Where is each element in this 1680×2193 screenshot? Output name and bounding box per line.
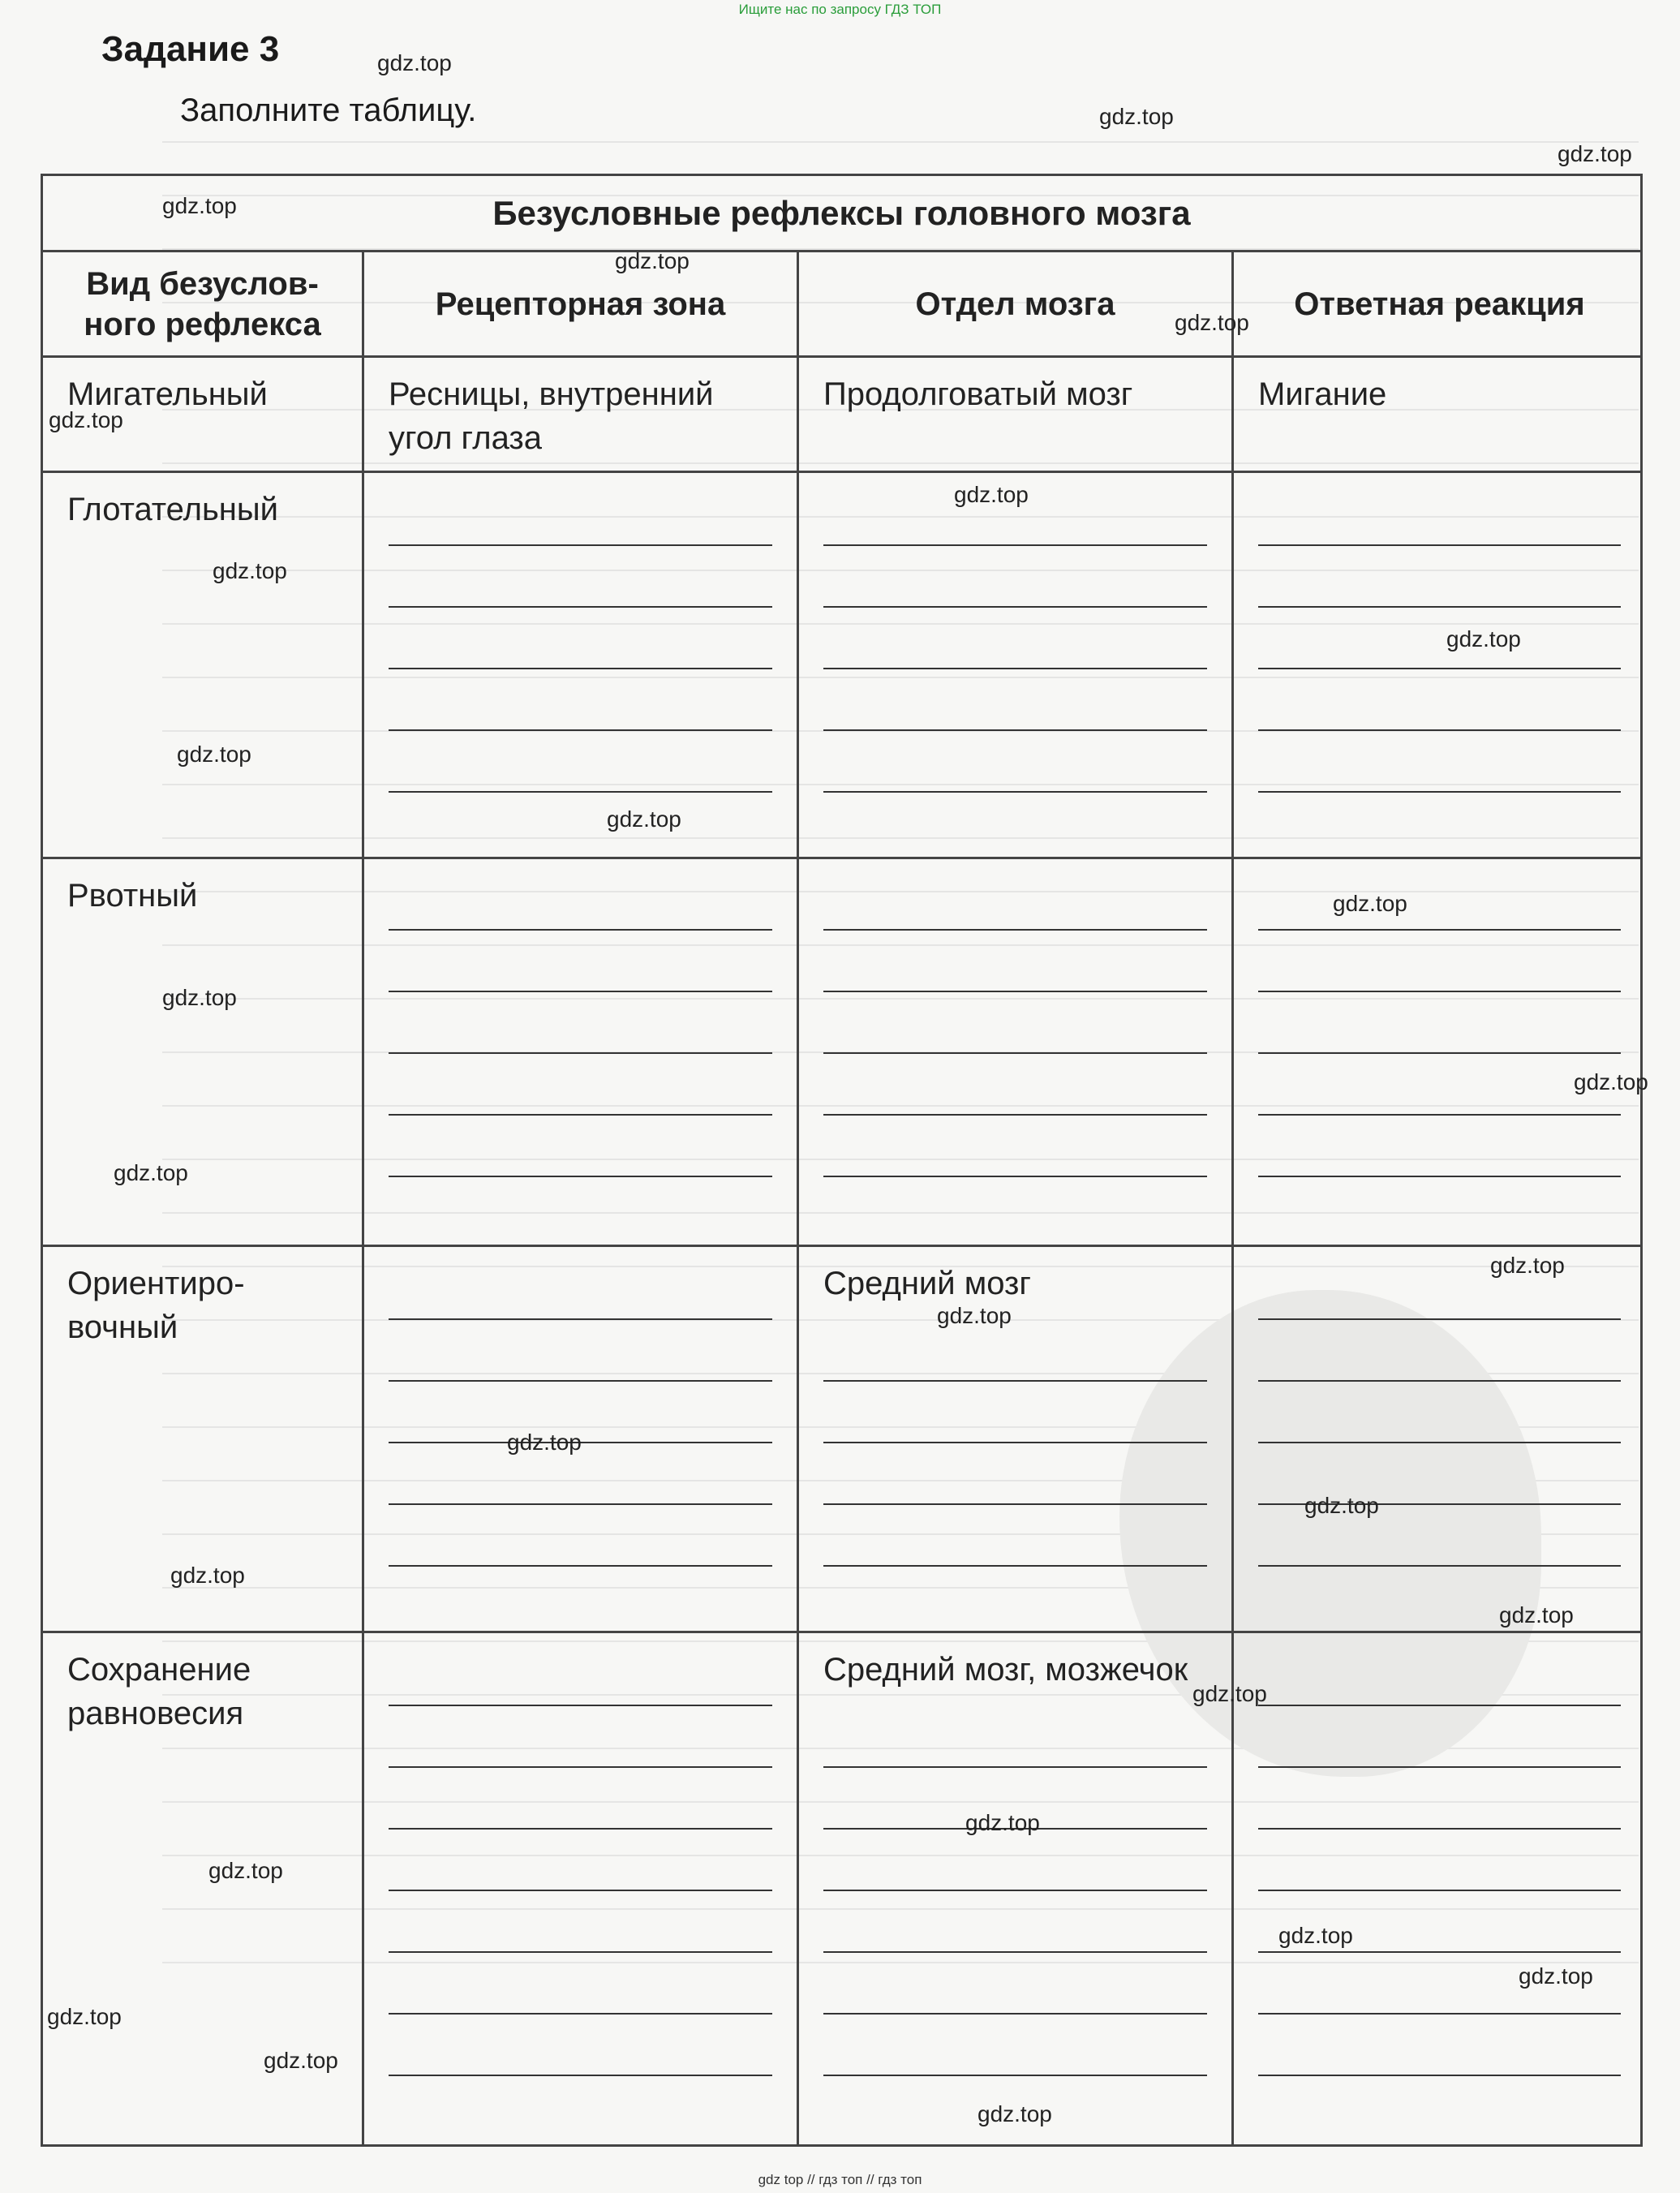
response-cell[interactable] <box>1231 1633 1645 2144</box>
header-receptor-zone: Рецепторная зона <box>362 252 797 355</box>
watermark: gdz.top <box>1499 1602 1574 1628</box>
answer-lines[interactable] <box>823 544 1207 853</box>
answer-lines[interactable] <box>389 929 772 1237</box>
answer-lines[interactable] <box>823 1380 1207 1627</box>
watermark: gdz.top <box>264 2048 338 2073</box>
watermark: gdz.top <box>1490 1253 1565 1278</box>
watermark: gdz.top <box>377 50 452 75</box>
reflex-type-cell: Ориентиро-вочный <box>67 1266 245 1345</box>
watermark: gdz.top <box>49 407 123 432</box>
watermark: gdz.top <box>177 742 251 767</box>
answer-lines[interactable] <box>1258 1318 1621 1627</box>
watermark: gdz.top <box>977 2101 1052 2126</box>
reflex-table <box>41 174 1643 2147</box>
watermark: gdz.top <box>1558 141 1632 166</box>
watermark: gdz.top <box>965 1810 1040 1835</box>
table-row <box>43 473 1640 859</box>
table-row <box>43 358 1640 473</box>
receptor-zone-cell[interactable] <box>362 1633 797 2144</box>
watermark: gdz.top <box>1175 310 1249 335</box>
reflex-type-cell: Мигательный <box>67 376 268 412</box>
watermark: gdz.top <box>114 1160 188 1185</box>
response-cell: Мигание <box>1231 358 1645 471</box>
brain-part-cell[interactable] <box>797 473 1231 857</box>
watermark: gdz.top <box>1278 1923 1353 1948</box>
reflex-type-cell: Глотательный <box>67 492 278 527</box>
watermark: gdz.top <box>607 806 681 832</box>
task-instruction: Заполните таблицу. <box>180 92 477 128</box>
reflex-type-cell: Рвотный <box>67 878 198 914</box>
response-cell[interactable] <box>1231 1247 1645 1631</box>
header-reflex-type: Вид безуслов-ного рефлекса <box>84 265 321 342</box>
table-row <box>43 859 1640 1247</box>
watermark: gdz.top <box>47 2004 122 2029</box>
watermark: gdz.top <box>1099 104 1174 129</box>
watermark: gdz.top <box>954 482 1029 507</box>
table-header-row <box>43 252 1640 358</box>
brain-part-cell[interactable] <box>797 859 1231 1245</box>
header-brain-part: Отдел мозга <box>797 252 1231 355</box>
task-title: Задание 3 <box>101 29 280 69</box>
answer-lines[interactable] <box>1258 929 1621 1237</box>
watermark: gdz.top <box>162 193 237 218</box>
brain-part-cell[interactable] <box>797 1633 1231 2144</box>
brain-part-cell: Продолговатый мозг <box>797 358 1231 471</box>
table-row <box>43 1247 1640 1633</box>
watermark: gdz.top <box>937 1303 1012 1328</box>
watermark: gdz.top <box>1333 891 1407 916</box>
watermark: gdz.top <box>1519 1963 1593 1989</box>
receptor-zone-cell[interactable] <box>362 473 797 857</box>
bottom-banner[interactable]: gdz top // гдз топ // гдз топ <box>758 2172 922 2187</box>
answer-lines[interactable] <box>389 1705 772 2136</box>
reflex-type-cell: Сохранение равновесия <box>67 1652 251 1731</box>
answer-lines[interactable] <box>1258 1705 1621 2136</box>
watermark: gdz.top <box>170 1563 245 1588</box>
brain-part-cell[interactable] <box>797 1247 1231 1631</box>
watermark: gdz.top <box>208 1858 283 1883</box>
watermark: gdz.top <box>1446 626 1521 651</box>
answer-lines[interactable] <box>389 544 772 853</box>
watermark: gdz.top <box>162 985 237 1010</box>
brain-part-text: Средний мозг <box>823 1266 1031 1301</box>
response-cell[interactable] <box>1231 473 1645 857</box>
watermark: gdz.top <box>1574 1069 1648 1094</box>
watermark: gdz.top <box>1192 1681 1267 1706</box>
watermark: gdz.top <box>1304 1493 1379 1518</box>
table-caption: Безусловные рефлексы головного мозга <box>43 176 1640 252</box>
receptor-zone-cell[interactable] <box>362 859 797 1245</box>
answer-lines[interactable] <box>1258 544 1621 853</box>
watermark: gdz.top <box>615 248 690 273</box>
brain-part-text: Средний мозг, мозжечок <box>823 1652 1188 1688</box>
header-response: Ответная реакция <box>1231 252 1645 355</box>
top-banner[interactable]: Ищите нас по запросу ГДЗ ТОП <box>738 2 942 17</box>
receptor-zone-cell: Ресницы, внутренний угол глаза <box>362 358 797 471</box>
answer-lines[interactable] <box>389 1318 772 1627</box>
response-cell[interactable] <box>1231 859 1645 1245</box>
answer-lines[interactable] <box>823 929 1207 1237</box>
watermark: gdz.top <box>213 558 287 583</box>
watermark: gdz.top <box>507 1430 582 1455</box>
